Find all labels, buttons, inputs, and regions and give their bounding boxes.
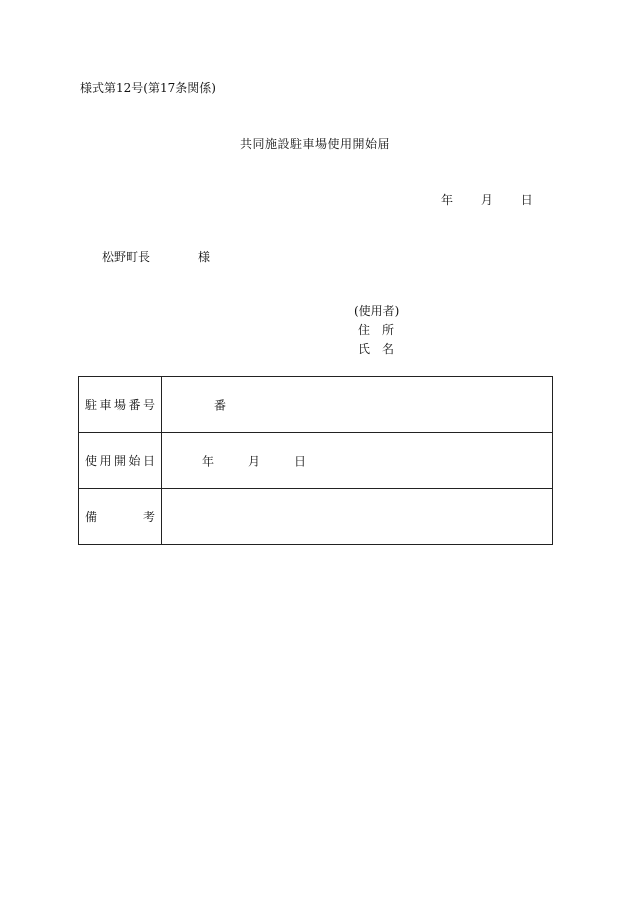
start-date-label: 使用開始日 [79, 433, 162, 489]
submission-date [441, 194, 533, 206]
date-month-label: 月 [480, 193, 493, 207]
start-date-year: 年 [202, 454, 215, 468]
parking-number-suffix: 番 [214, 398, 227, 412]
user-heading: (使用者) [354, 304, 400, 318]
date-year-label: 年 [441, 193, 454, 207]
user-address-label: 住 所 [358, 323, 394, 337]
table-row [79, 489, 553, 545]
document-title: 共同施設駐車場使用開始届 [239, 137, 390, 151]
start-date-parts [202, 452, 306, 469]
start-date-day: 日 [294, 454, 307, 468]
addressee [102, 251, 210, 263]
remarks-field[interactable] [162, 489, 553, 545]
remarks-label: 備 考 [79, 489, 162, 545]
parking-number-label: 駐車場番号 [79, 377, 162, 433]
user-name-label: 氏 名 [358, 342, 394, 356]
date-day-label: 日 [520, 193, 533, 207]
parking-number-field[interactable] [162, 377, 553, 433]
start-date-month: 月 [248, 454, 261, 468]
table-row [79, 433, 553, 489]
addressee-honorific: 様 [198, 250, 211, 264]
parking-info-table [78, 376, 553, 545]
addressee-name: 松野町長 [102, 250, 151, 264]
form-number: 様式第12号(第17条関係) [80, 81, 216, 95]
start-date-field[interactable] [162, 433, 553, 489]
table-row [79, 377, 553, 433]
